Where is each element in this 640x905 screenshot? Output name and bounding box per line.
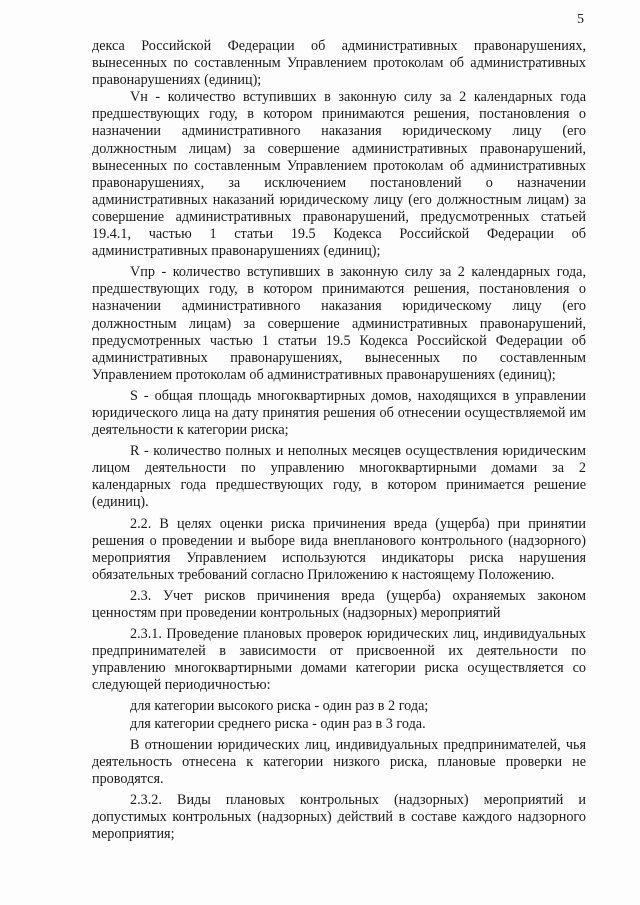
list-item-medium-risk: для категории среднего риска - один раз в 3 года.: [130, 715, 426, 732]
paragraph-2-3: 2.3. Учет рисков причинения вреда (ущерба) охраняемых законом ценностям при проведении контрольных (надзорных) мероприятий: [92, 587, 586, 621]
body-text: [92, 38, 586, 843]
paragraph-vn-definition: Vн - количество вступивших в законную силу за 2 календарных года предшествующих году, в котором принимаются решения, постановления о назначении административного наказания юридическому лицу (его должностным лицам) за совершение административных правонарушений, вынесенных по составленным Управлением протоколам об административных правонарушениях, за исключением постановлений о назначении административных наказаний юридическому лицу (его должностным лицам) за совершение административных правонарушений, предусмотренных статьей 19.4.1, частью 1 статьи 19.5 Кодекса Российской Федерации об административных правонарушениях (единиц);: [92, 89, 586, 260]
paragraph-vpr-definition: Vпр - количество вступивших в законную силу за 2 календарных года, предшествующих году, в котором принимаются решения, постановления о назначении административного наказания юридическому лицу (его должностным лицам) за совершение административных правонарушений, предусмотренных частью 1 статьи 19.5 Кодекса Российской Федерации об административных правонарушениях, вынесенных по составленным Управлением протоколам об административных правонарушениях (единиц);: [92, 264, 586, 383]
paragraph-s-definition: S - общая площадь многоквартирных домов, находящихся в управлении юридического лица на дату принятия решения об отнесении осуществляемой им деятельности к категории риска;: [92, 387, 586, 439]
paragraph-2-3-1: 2.3.1. Проведение плановых проверок юридических лиц, индивидуальных предпринимателей в зависимости от присвоенной их деятельности по управлению многоквартирными домами категории риска осуществляется со следующей периодичностью:: [92, 626, 586, 694]
paragraph-r-definition: R - количество полных и неполных месяцев осуществления юридическим лицом деятельности по управлению многоквартирными домами за 2 календарных года предшествующих году, в котором принимается решение (единиц).: [92, 443, 586, 511]
paragraph-continuation: декса Российской Федерации об административных правонарушениях, вынесенных по составленным Управлением протоколам об административных правонарушениях (единиц);: [92, 38, 586, 89]
list-item-high-risk: для категории высокого риска - один раз в 2 года;: [130, 698, 429, 715]
paragraph-low-risk: В отношении юридических лиц, индивидуальных предпринимателей, чья деятельность отнесена к категории низкого риска, плановые проверки не проводятся.: [92, 736, 586, 787]
paragraph-2-3-2: 2.3.2. Виды плановых контрольных (надзорных) мероприятий и допустимых контрольных (надзорных) действий в составе каждого надзорного мероприятия;: [92, 791, 586, 843]
page-number: 5: [577, 12, 584, 27]
paragraph-2-2: 2.2. В целях оценки риска причинения вреда (ущерба) при принятии решения о проведении и выборе вида внепланового контрольного (надзорного) мероприятия Управлением используются индикаторы риска нарушения обязательных требований согласно Приложению к настоящему Положению.: [92, 515, 586, 583]
